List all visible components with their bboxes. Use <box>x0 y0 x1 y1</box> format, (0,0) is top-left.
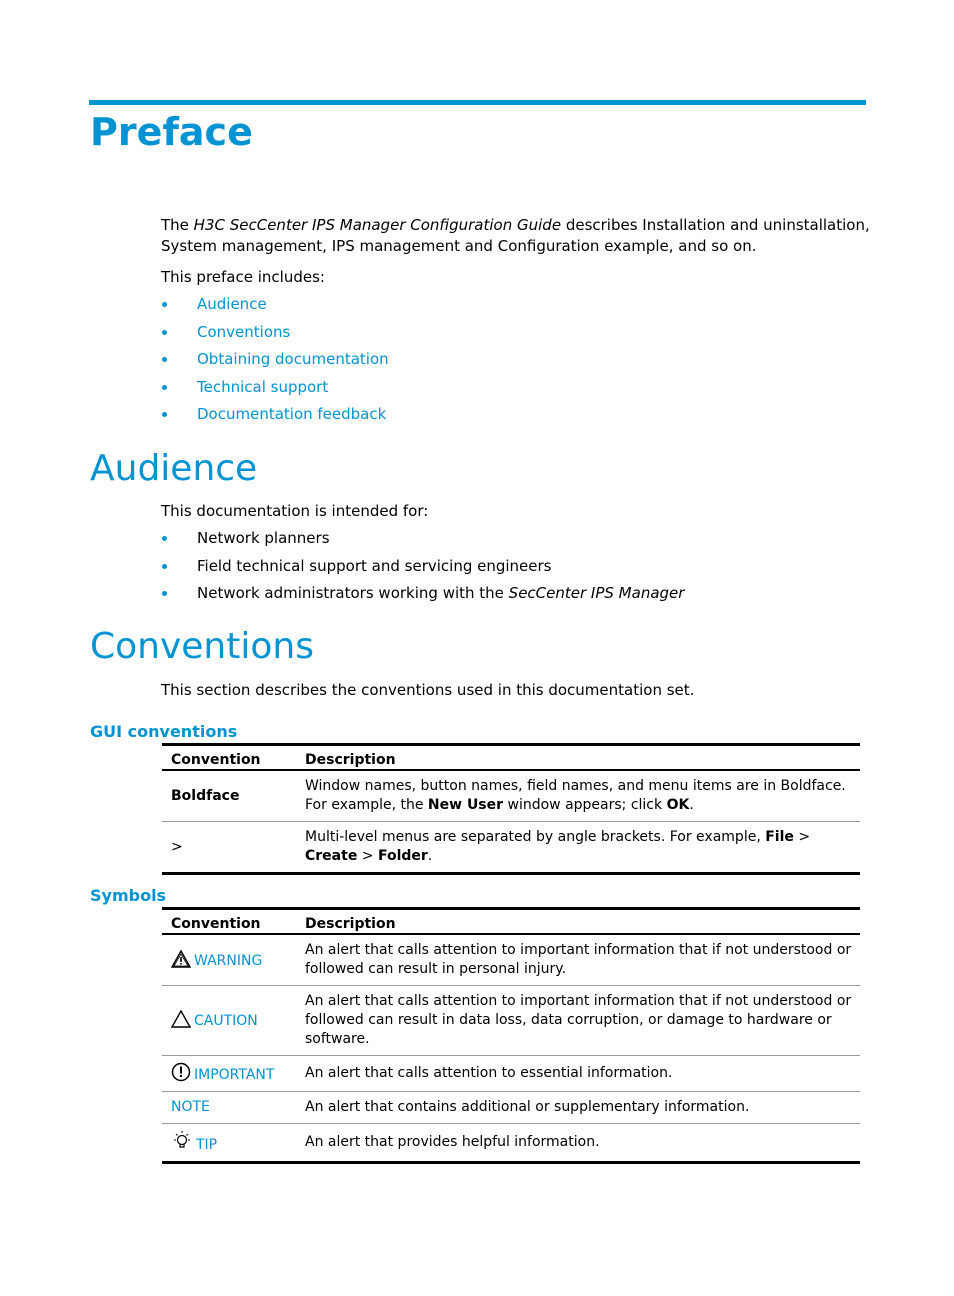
description-cell: An alert that calls attention to important information that if not understood or followed can result in personal injury. <box>296 934 860 986</box>
gui-conventions-table <box>162 743 860 875</box>
description-cell: An alert that calls attention to important information that if not understood or followed can result in data loss, data corruption, or damage to hardware or software. <box>296 986 860 1056</box>
table-row <box>162 1124 860 1163</box>
convention-cell: WARNING <box>162 934 296 986</box>
important-icon <box>171 1062 191 1082</box>
preface-intro: The H3C SecCenter IPS Manager Configuration Guide describes Installation and uninstallation, System management, IPS management and Configuration example, and so on. <box>161 216 870 255</box>
link-obtaining-documentation[interactable]: Obtaining documentation <box>197 350 389 368</box>
list-item: Field technical support and servicing engineers <box>161 556 684 584</box>
table-row <box>162 770 860 822</box>
link-conventions[interactable]: Conventions <box>197 322 291 341</box>
table-row <box>162 934 860 986</box>
list-item <box>161 404 389 432</box>
lightbulb-icon <box>171 1130 193 1152</box>
col-description: Description <box>296 745 860 771</box>
list-item <box>161 294 389 322</box>
audience-list <box>161 528 684 611</box>
table-row <box>162 1092 860 1124</box>
link-technical-support[interactable]: Technical support <box>197 377 329 396</box>
col-description: Description <box>296 909 860 935</box>
description-cell: An alert that contains additional or supplementary information. <box>296 1092 860 1124</box>
conventions-title: Conventions <box>90 626 314 667</box>
symbols-table <box>162 907 860 1164</box>
table-row <box>162 1056 860 1092</box>
symbols-title: Symbols <box>90 886 167 905</box>
convention-cell: CAUTION <box>162 986 296 1056</box>
list-item <box>161 322 389 350</box>
convention-cell: > <box>162 822 296 874</box>
link-documentation-feedback[interactable]: Documentation feedback <box>197 405 387 423</box>
caution-icon <box>171 1010 191 1028</box>
convention-cell: IMPORTANT <box>162 1056 296 1092</box>
conventions-intro: This section describes the conventions used in this documentation set. <box>161 681 695 699</box>
warning-icon <box>171 950 191 968</box>
preface-link-list <box>161 294 389 432</box>
convention-cell: TIP <box>162 1124 296 1163</box>
list-item: Network administrators working with the SecCenter IPS Manager <box>161 583 684 611</box>
header-rule <box>89 100 866 105</box>
convention-cell: Boldface <box>162 770 296 822</box>
description-cell: An alert that calls attention to essential information. <box>296 1056 860 1092</box>
description-cell: Multi-level menus are separated by angle brackets. For example, File > Create > Folder. <box>296 822 860 874</box>
list-item <box>161 349 389 377</box>
col-convention: Convention <box>162 909 296 935</box>
preface-includes: This preface includes: <box>161 268 325 286</box>
table-row <box>162 822 860 874</box>
list-item <box>161 377 389 405</box>
table-header-row <box>162 745 860 771</box>
gui-conventions-title: GUI conventions <box>90 722 238 741</box>
col-convention: Convention <box>162 745 296 771</box>
audience-intro: This documentation is intended for: <box>161 502 429 520</box>
convention-cell: NOTE <box>162 1092 296 1124</box>
description-cell: Window names, button names, field names, and menu items are in Boldface. For example, the New User window appears; click OK. <box>296 770 860 822</box>
preface-title: Preface <box>90 110 253 154</box>
audience-title: Audience <box>90 448 258 489</box>
link-audience[interactable]: Audience <box>197 295 267 313</box>
table-header-row <box>162 909 860 935</box>
list-item: Network planners <box>161 528 684 556</box>
description-cell: An alert that provides helpful information. <box>296 1124 860 1163</box>
table-row <box>162 986 860 1056</box>
